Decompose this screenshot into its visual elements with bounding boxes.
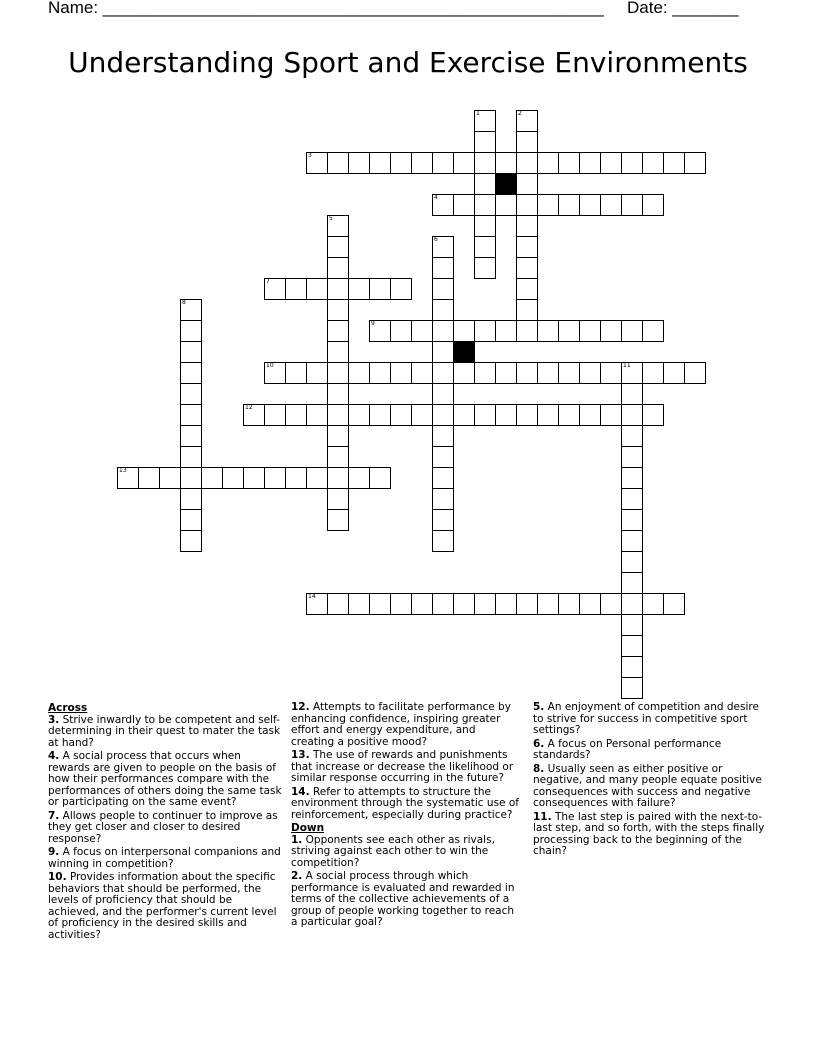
grid-cell[interactable] [621,152,643,174]
clue-across-9: 9. A focus on interpersonal companions and winning in competition? [48,846,281,870]
clue-number: 11 [623,362,631,369]
grid-cell[interactable] [516,215,538,237]
grid-cell[interactable] [642,404,664,426]
grid-cell[interactable] [663,152,685,174]
grid-cell[interactable] [474,404,496,426]
grid-cell[interactable] [495,404,517,426]
clue-across-10: 10. Provides information about the specific behaviors that should be performed, the levels of proficiency that should be achieved, and the performer's current level of proficiency in the desired skills and activities? [48,871,277,941]
clue-across-7: 7. Allows people to continuer to improve as they get closer and closer to desired response? [48,809,278,845]
grid-cell[interactable] [243,404,265,426]
grid-cell[interactable] [117,467,139,489]
grid-cell[interactable] [684,152,706,174]
grid-cell[interactable] [432,278,454,300]
grid-cell[interactable] [537,404,559,426]
clue-across-14: 14. Refer to attempts to structure the environment through the systematic use of reinforcement, especially during practice? [291,785,519,821]
grid-cell[interactable] [327,383,349,405]
grid-cell[interactable] [369,362,391,384]
grid-cell[interactable] [180,341,202,363]
grid-cell[interactable] [327,362,349,384]
grid-cell[interactable] [348,152,370,174]
grid-cell[interactable] [411,320,433,342]
clue-across-13: 13. The use of rewards and punishments that increase or decrease the likelihood or similar response occurring in the future? [291,749,514,784]
grid-cell[interactable] [327,446,349,468]
grid-cell[interactable] [432,194,454,216]
grid-cell[interactable] [516,131,538,153]
grid-cell[interactable] [306,362,328,384]
grid-cell[interactable] [579,320,601,342]
grid-cell[interactable] [327,299,349,321]
grid-cell[interactable] [390,278,412,300]
grid-cell[interactable] [369,278,391,300]
grid-cell[interactable] [621,194,643,216]
grid-cell[interactable] [159,467,181,489]
grid-cell[interactable] [579,593,601,615]
grid-cell[interactable] [621,404,643,426]
clue-down-2: 2. A social process through which performance is evaluated and rewarded in terms of the collective achievements of a group of people working together to reach a particular goal? [291,870,515,928]
grid-cell[interactable] [558,593,580,615]
clue-number: 12 [245,404,253,411]
grid-cell[interactable] [432,467,454,489]
grid-cell[interactable] [474,593,496,615]
clue-number: 6 [434,236,438,243]
grid-cell[interactable] [411,404,433,426]
grid-cell[interactable] [306,278,328,300]
grid-cell[interactable] [390,320,412,342]
grid-cell[interactable] [516,194,538,216]
grid-cell[interactable] [537,152,559,174]
grid-cell[interactable] [642,152,664,174]
grid-cell[interactable] [621,593,643,615]
grid-cell[interactable] [432,509,454,531]
grid-cell[interactable] [621,362,643,384]
down-heading: Down [291,822,325,834]
black-cell [495,173,517,195]
clues-column-2 [291,702,521,931]
grid-cell[interactable] [516,173,538,195]
grid-cell[interactable] [180,488,202,510]
black-cell [453,341,475,363]
page-title: Understanding Sport and Exercise Environments [68,46,748,79]
grid-cell[interactable] [516,110,538,132]
grid-cell[interactable] [180,299,202,321]
grid-cell[interactable] [327,467,349,489]
grid-cell[interactable] [516,299,538,321]
grid-cell[interactable] [432,257,454,279]
grid-cell[interactable] [264,467,286,489]
grid-cell[interactable] [621,509,643,531]
grid-cell[interactable] [411,593,433,615]
date-line: Date: _______ [627,0,739,17]
grid-cell[interactable] [474,236,496,258]
grid-cell[interactable] [390,404,412,426]
grid-cell[interactable] [579,404,601,426]
grid-cell[interactable] [348,362,370,384]
grid-cell[interactable] [180,509,202,531]
grid-cell[interactable] [621,656,643,678]
grid-cell[interactable] [495,194,517,216]
grid-cell[interactable] [327,152,349,174]
grid-cell[interactable] [285,467,307,489]
grid-cell[interactable] [201,467,223,489]
grid-cell[interactable] [600,404,622,426]
grid-cell[interactable] [537,593,559,615]
grid-cell[interactable] [516,257,538,279]
grid-cell[interactable] [516,593,538,615]
grid-cell[interactable] [327,236,349,258]
grid-cell[interactable] [621,446,643,468]
grid-cell[interactable] [180,320,202,342]
grid-cell[interactable] [369,320,391,342]
grid-cell[interactable] [180,404,202,426]
grid-cell[interactable] [264,404,286,426]
grid-cell[interactable] [306,593,328,615]
grid-cell[interactable] [348,278,370,300]
clue-number: 14 [308,593,316,600]
grid-cell[interactable] [285,362,307,384]
clue-number: 2 [518,110,522,117]
grid-cell[interactable] [516,152,538,174]
clues-column-3 [533,702,767,860]
grid-cell[interactable] [621,320,643,342]
grid-cell[interactable] [516,278,538,300]
clue-down-11: 11. The last step is paired with the next-to-last step, and so forth, with the steps finally processing back to the beginning of the chain? [533,810,765,857]
clue-number: 3 [308,152,312,159]
grid-cell[interactable] [579,362,601,384]
grid-cell[interactable] [264,278,286,300]
clue-number: 8 [182,299,186,306]
grid-cell[interactable] [327,215,349,237]
grid-cell[interactable] [369,467,391,489]
grid-cell[interactable] [180,530,202,552]
grid-cell[interactable] [453,362,475,384]
clue-number: 5 [329,215,333,222]
grid-cell[interactable] [432,383,454,405]
grid-cell[interactable] [495,362,517,384]
grid-cell[interactable] [390,593,412,615]
clue-number: 10 [266,362,274,369]
grid-cell[interactable] [432,341,454,363]
grid-cell[interactable] [453,320,475,342]
grid-cell[interactable] [327,257,349,279]
grid-cell[interactable] [558,320,580,342]
clue-number: 7 [266,278,270,285]
grid-cell[interactable] [453,194,475,216]
grid-cell[interactable] [537,194,559,216]
grid-cell[interactable] [474,257,496,279]
grid-cell[interactable] [516,320,538,342]
grid-cell[interactable] [432,488,454,510]
clue-down-6: 6. A focus on Personal performance standards? [533,737,722,761]
grid-cell[interactable] [600,593,622,615]
grid-cell[interactable] [621,614,643,636]
grid-cell[interactable] [327,404,349,426]
grid-cell[interactable] [327,488,349,510]
grid-cell[interactable] [432,299,454,321]
grid-cell[interactable] [642,194,664,216]
grid-cell[interactable] [306,152,328,174]
clue-across-4: 4. A social process that occurs when rewards are given to people on the basis of how their performances compare with the performances of others doing the same task or participating on the same event? [48,750,282,808]
grid-cell[interactable] [495,152,517,174]
grid-cell[interactable] [138,467,160,489]
clue-down-5: 5. An enjoyment of competition and desire to strive for success in competitive sport settings? [533,701,759,736]
grid-cell[interactable] [621,551,643,573]
grid-cell[interactable] [579,152,601,174]
grid-cell[interactable] [642,593,664,615]
grid-cell[interactable] [369,593,391,615]
grid-cell[interactable] [516,362,538,384]
grid-cell[interactable] [642,320,664,342]
grid-cell[interactable] [306,467,328,489]
grid-cell[interactable] [453,593,475,615]
grid-cell[interactable] [264,362,286,384]
grid-cell[interactable] [390,152,412,174]
clues-column-1 [48,702,284,943]
clue-number: 4 [434,194,438,201]
grid-cell[interactable] [495,320,517,342]
grid-cell[interactable] [537,362,559,384]
grid-cell[interactable] [432,404,454,426]
grid-cell[interactable] [684,362,706,384]
clue-number: 1 [476,110,480,117]
grid-cell[interactable] [474,320,496,342]
grid-cell[interactable] [369,404,391,426]
grid-cell[interactable] [390,362,412,384]
grid-cell[interactable] [432,593,454,615]
grid-cell[interactable] [369,152,391,174]
grid-cell[interactable] [453,152,475,174]
grid-cell[interactable] [558,404,580,426]
grid-cell[interactable] [516,404,538,426]
grid-cell[interactable] [432,236,454,258]
grid-cell[interactable] [558,362,580,384]
grid-cell[interactable] [180,425,202,447]
grid-cell[interactable] [600,194,622,216]
grid-cell[interactable] [621,488,643,510]
clue-across-12: 12. Attempts to facilitate performance by enhancing confidence, inspiring greater effort and energy expenditure, and creating a positive mood? [291,701,511,748]
grid-cell[interactable] [579,194,601,216]
grid-cell[interactable] [495,593,517,615]
clue-down-1: 1. Opponents see each other as rivals, striving against each other to win the competition? [291,833,495,869]
grid-cell[interactable] [180,467,202,489]
grid-cell[interactable] [180,362,202,384]
grid-cell[interactable] [474,173,496,195]
clue-number: 9 [371,320,375,327]
clue-down-8: 8. Usually seen as either positive or negative, and many people equate positive consequences with success and negative consequences with failure? [533,762,762,809]
grid-cell[interactable] [621,677,643,699]
grid-cell[interactable] [474,110,496,132]
grid-cell[interactable] [432,530,454,552]
grid-cell[interactable] [621,383,643,405]
grid-cell[interactable] [474,131,496,153]
grid-cell[interactable] [327,278,349,300]
grid-cell[interactable] [558,152,580,174]
grid-cell[interactable] [222,467,244,489]
grid-cell[interactable] [348,593,370,615]
grid-cell[interactable] [600,152,622,174]
grid-cell[interactable] [474,152,496,174]
grid-cell[interactable] [180,383,202,405]
grid-cell[interactable] [474,215,496,237]
name-line: Name: _____________________________________________________ [48,0,604,17]
grid-cell[interactable] [432,320,454,342]
across-heading: Across [48,702,88,714]
grid-cell[interactable] [558,194,580,216]
grid-cell[interactable] [411,362,433,384]
grid-cell[interactable] [663,593,685,615]
grid-cell[interactable] [285,404,307,426]
grid-cell[interactable] [621,530,643,552]
grid-cell[interactable] [327,509,349,531]
grid-cell[interactable] [474,194,496,216]
grid-cell[interactable] [348,467,370,489]
grid-cell[interactable] [327,593,349,615]
grid-cell[interactable] [327,320,349,342]
grid-cell[interactable] [432,362,454,384]
grid-cell[interactable] [432,152,454,174]
grid-cell[interactable] [600,362,622,384]
grid-cell[interactable] [432,425,454,447]
grid-cell[interactable] [348,404,370,426]
grid-cell[interactable] [411,152,433,174]
grid-cell[interactable] [621,572,643,594]
grid-cell[interactable] [516,236,538,258]
grid-cell[interactable] [537,320,559,342]
clue-across-3: 3. Strive inwardly to be competent and self-determining in their quest to mater the task at hand? [48,713,281,749]
grid-cell[interactable] [453,404,475,426]
grid-cell[interactable] [327,341,349,363]
grid-cell[interactable] [621,467,643,489]
grid-cell[interactable] [285,278,307,300]
grid-cell[interactable] [180,446,202,468]
grid-cell[interactable] [306,404,328,426]
grid-cell[interactable] [432,446,454,468]
grid-cell[interactable] [663,362,685,384]
grid-cell[interactable] [474,362,496,384]
grid-cell[interactable] [621,425,643,447]
grid-cell[interactable] [642,362,664,384]
grid-cell[interactable] [327,425,349,447]
grid-cell[interactable] [621,635,643,657]
grid-cell[interactable] [243,467,265,489]
clue-number: 13 [119,467,127,474]
grid-cell[interactable] [600,320,622,342]
